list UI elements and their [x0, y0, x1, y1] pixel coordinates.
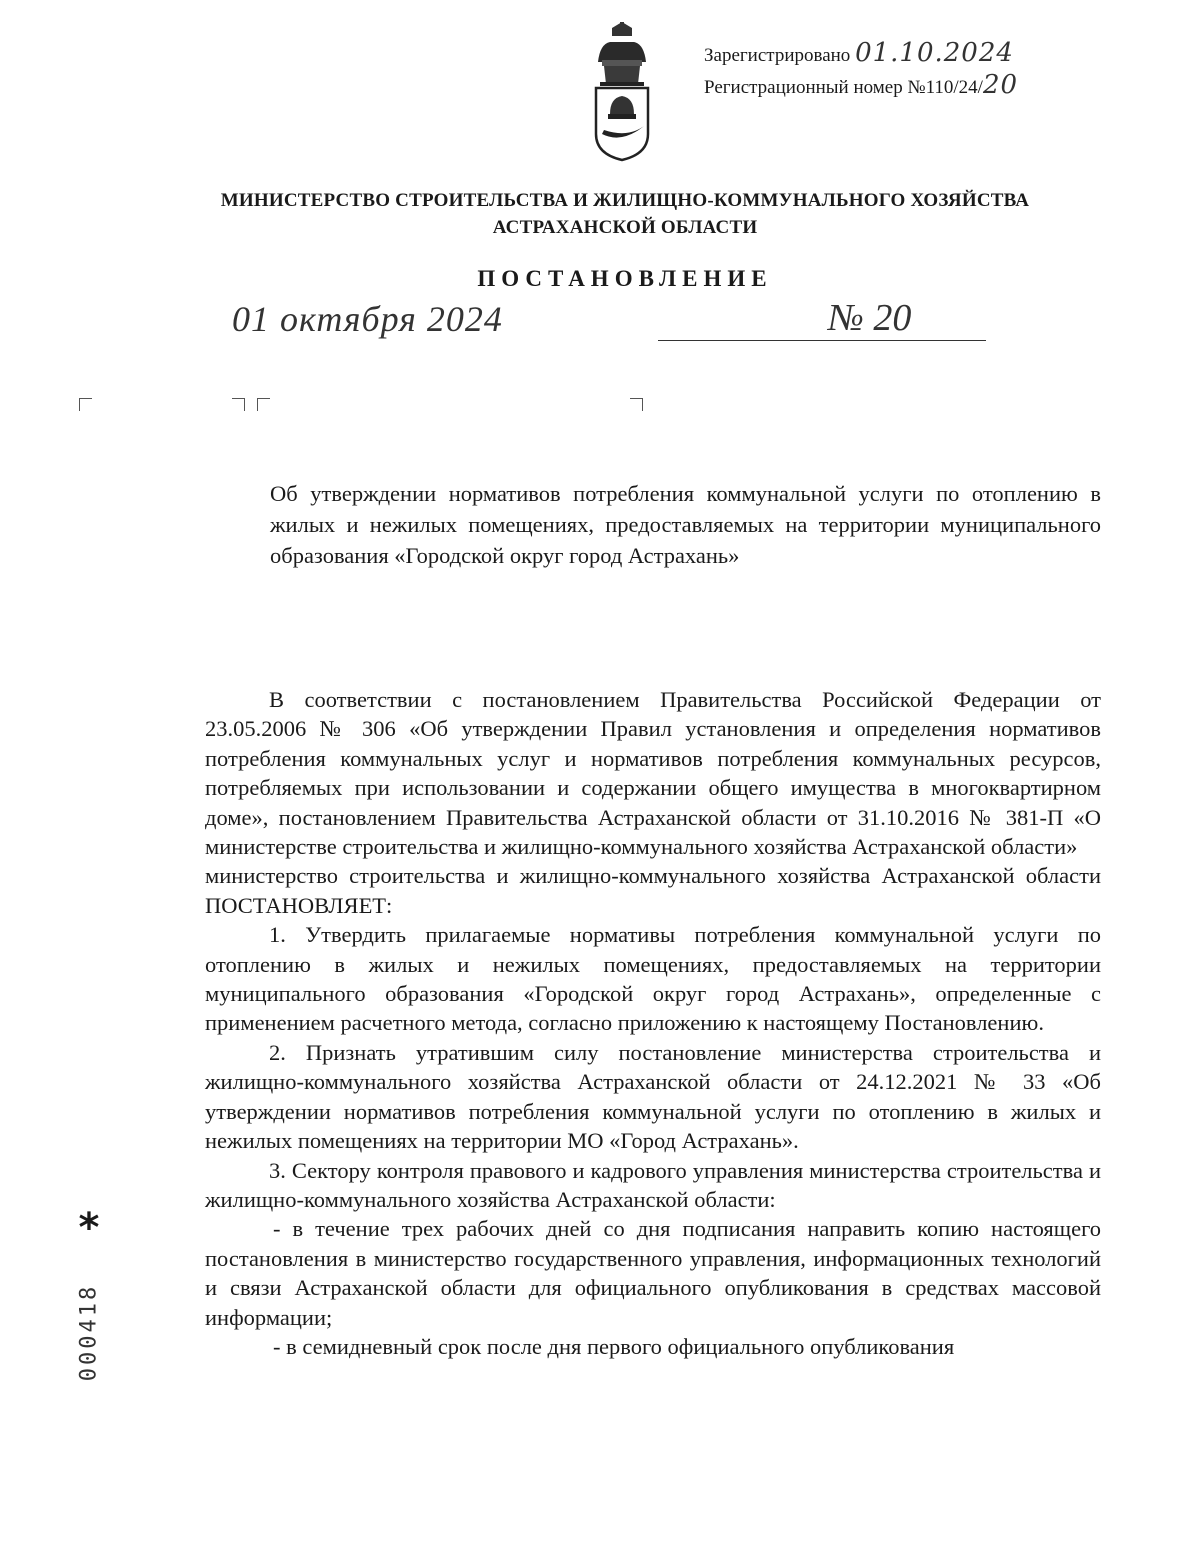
body-paragraph-item-3-bullet-2: - в семидневный срок после дня первого официального опубликования	[273, 1333, 955, 1359]
body-paragraph-item-2: 2. Признать утратившим силу постановление министерства строительства и жилищно-коммунального хозяйства Астраханской области от 24.12.2021 № 33 «Об утверждении нормативов потребления коммунальной услуги по отоплению в жилых и нежилых помещениях на территории МО «Город Астрахань».	[205, 1039, 1101, 1154]
stamp-serial-number: 000418	[76, 1283, 102, 1382]
ministry-name	[150, 187, 1100, 241]
body-paragraph-resolves: министерство строительства и жилищно-коммунального хозяйства Астраханской области ПОСТАНОВЛЯЕТ:	[205, 863, 1101, 918]
document-type: ПОСТАНОВЛЕНИЕ	[477, 266, 773, 291]
body-paragraph-item-1: 1. Утвердить прилагаемые нормативы потребления коммунальной услуги по отоплению в жилых и нежилых помещениях, предоставляемых на территории муниципального образования «Городской округ город Астрахань», определенные с применением расчетного метода, согласно приложению к настоящему Постановлению.	[205, 922, 1101, 1036]
body-paragraph-item-3: 3. Сектору контроля правового и кадрового управления министерства строительства и жилищно-коммунального хозяйства Астраханской области:	[205, 1157, 1101, 1212]
regnum-label: Регистрационный номер №110/24/	[704, 77, 983, 98]
side-serial-stamp	[74, 1205, 104, 1382]
coat-of-arms-emblem	[588, 22, 656, 162]
ministry-line-2: АСТРАХАНСКОЙ ОБЛАСТИ	[492, 217, 758, 238]
corner-mark-top-right-2	[630, 398, 643, 411]
ministry-line-1: МИНИСТЕРСТВО СТРОИТЕЛЬСТВА И ЖИЛИЩНО-КОММУНАЛЬНОГО ХОЗЯЙСТВА	[220, 190, 1030, 211]
number-underline	[658, 340, 986, 341]
registered-date-handwritten: 01.10.2024	[855, 38, 1014, 68]
regnum-handwritten: 20	[982, 70, 1019, 100]
document-subject: Об утверждении нормативов потребления коммунальной услуги по отоплению в жилых и нежилых помещениях, предоставляемых на территории муниципального образования «Городской округ город Астрахань»	[270, 481, 1101, 568]
document-body	[205, 685, 1101, 1361]
body-paragraph-item-3-bullet-1: - в течение трех рабочих дней со дня подписания направить копию настоящего постановления в министерство государственного управления, информационных технологий и связи Астраханской области для официального опубликования в средствах массовой информации;	[205, 1216, 1101, 1330]
registration-number-line	[704, 70, 1018, 100]
corner-mark-top-left	[79, 398, 92, 411]
document-number-handwritten: № 20	[828, 297, 912, 339]
stamp-star: *	[78, 1205, 100, 1251]
document-date-handwritten: 01 октября 2024	[232, 299, 503, 339]
registration-line	[704, 38, 1014, 68]
body-paragraph-preamble: В соответствии с постановлением Правительства Российской Федерации от 23.05.2006 № 306 «Об утверждении Правил установления и определения нормативов потребления коммунальных услуг и нормативов потребления коммунальных ресурсов, потребляемых при использовании и содержании общего имущества в многоквартирном доме», постановлением Правительства Астраханской области от 31.10.2016 № 381-П «О министерстве строительства и жилищно-коммунального хозяйства Астраханской области»	[205, 687, 1101, 860]
registered-label: Зарегистрировано	[704, 45, 851, 66]
corner-mark-top-left-2	[257, 398, 270, 411]
corner-mark-top-right	[232, 398, 245, 411]
